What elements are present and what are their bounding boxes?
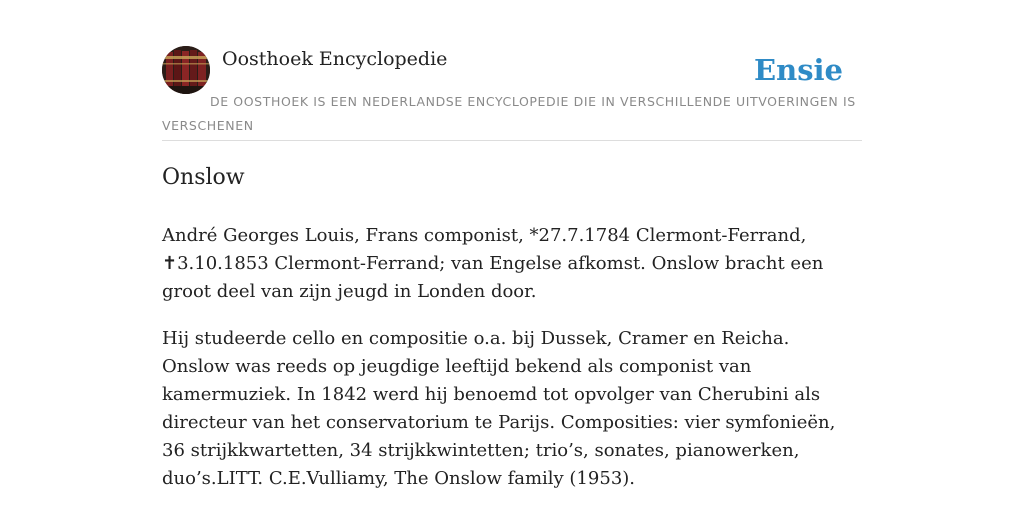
site-tagline: DE OOSTHOEK IS EEN NEDERLANDSE ENCYCLOPEDIE DIE IN VERSCHILLENDE UITVOERINGEN IS VERSCHENEN — [162, 94, 856, 133]
article — [162, 160, 862, 512]
brand-logo-text[interactable]: Ensie — [754, 53, 843, 87]
books-icon — [162, 46, 210, 94]
site-header — [162, 46, 862, 141]
site-title[interactable]: Oosthoek Encyclopedie — [222, 48, 448, 70]
article-paragraph: Hij studeerde cello en compositie o.a. bij Dussek, Cramer en Reicha. Onslow was reeds op jeugdige leeftijd bekend als componist van kamermuziek. In 1842 werd hij benoemd tot opvolger van Cherubini als directeur van het conservatorium te Parijs. Composities: vier symfonieën, 36 strijkkwartetten, 34 strijkkwintetten; trio’s, sonates, pianowerken, duo’s.LITT. C.E.Vulliamy, The Onslow family (1953). — [162, 328, 836, 489]
encyclopedia-books-logo[interactable] — [162, 46, 210, 94]
article-paragraph: André Georges Louis, Frans componist, *27.7.1784 Clermont-Ferrand, ✝3.10.1853 Clermont-Ferrand; van Engelse afkomst. Onslow bracht een groot deel van zijn jeugd in Londen door. — [162, 225, 824, 302]
article-title: Onslow — [162, 165, 245, 190]
